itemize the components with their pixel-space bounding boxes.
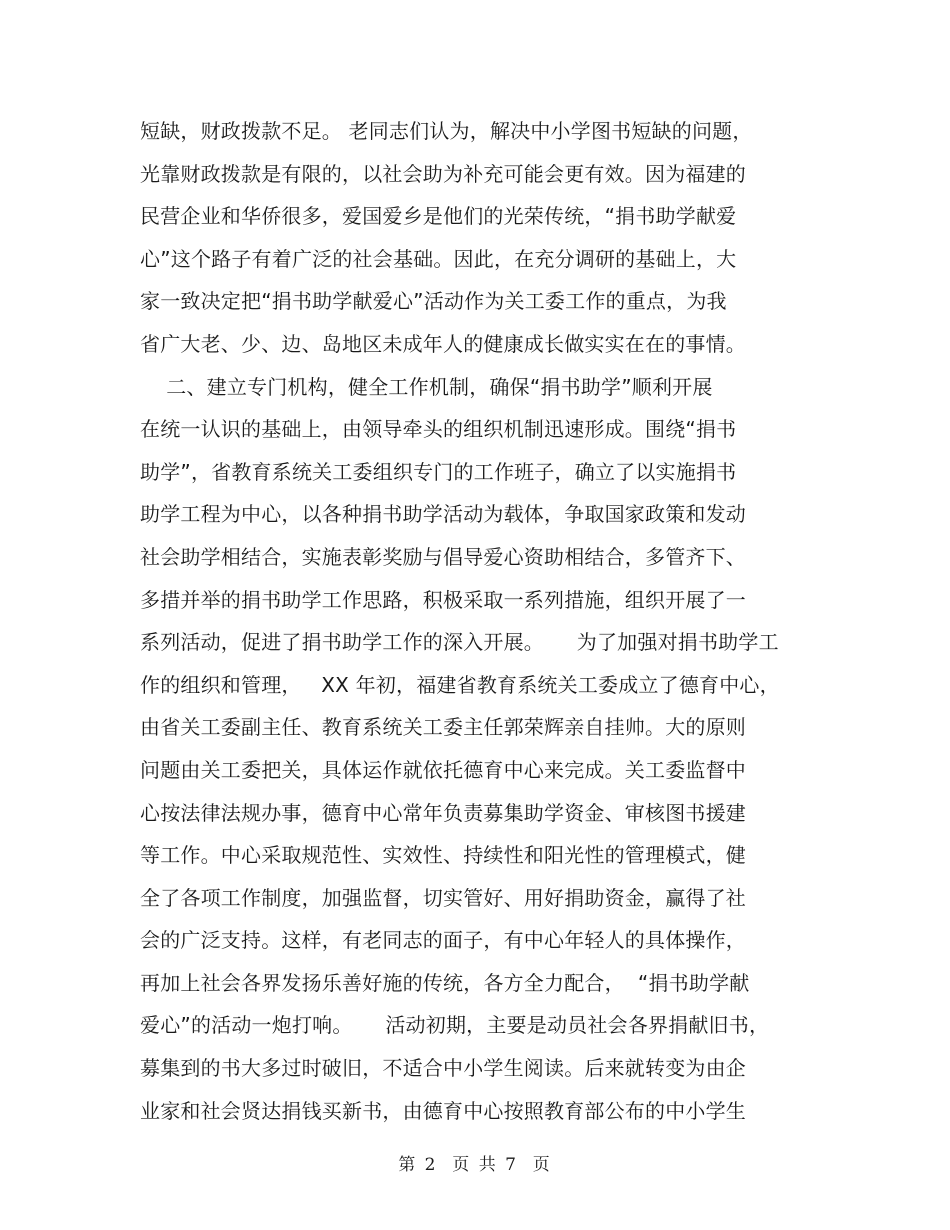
text-line: 家一致决定把“捐书助学献爱心”活动作为关工委工作的重点，为我 xyxy=(140,289,727,314)
text-line: 全了各项工作制度，加强监督，切实管好、用好捐助资金，赢得了社 xyxy=(140,885,746,910)
text-line: 爱心”的活动一炮打响。 活动初期，主要是动员社会各界捐献旧书， xyxy=(140,1013,770,1038)
text-line: 短缺，财政拨款不足。 老同志们认为，解决中小学图书短缺的问题， xyxy=(140,119,753,143)
text-line: 会的广泛支持。这样，有老同志的面子，有中心年轻人的具体操作， xyxy=(140,928,746,953)
text-line: 再加上社会各界发扬乐善好施的传统，各方全力配合， “捐书助学献 xyxy=(140,970,750,995)
text-line: 系列活动，促进了捐书助学工作的深入开展。 为了加强对捐书助学工 xyxy=(140,630,779,655)
text-line: 心按法律法规办事，德育中心常年负责募集助学资金、审核图书援建 xyxy=(140,800,746,825)
text-line: 等工作。中心采取规范性、实效性、持续性和阳光性的管理模式，健 xyxy=(140,843,746,868)
text-line: 多措并举的捐书助学工作思路，积极采取一系列措施，组织开展了一 xyxy=(140,587,746,612)
text-line: 由省关工委副主任、教育系统关工委主任郭荣辉亲自挂帅。大的原则 xyxy=(140,715,746,740)
body-text xyxy=(140,110,820,1132)
text-line: 在统一认识的基础上，由领导牵头的组织机制迅速形成。围绕“捐书 xyxy=(140,417,737,442)
text-line: 光靠财政拨款是有限的，以社会助为补充可能会更有效。因为福建的 xyxy=(140,161,746,186)
text-line: 问题由关工委把关，具体运作就依托德育中心来完成。关工委监督中 xyxy=(140,757,746,782)
text-line: 募集到的书大多过时破旧，不适合中小学生阅读。后来就转变为由企 xyxy=(140,1056,746,1081)
page-number: 第 2 页 共 7 页 xyxy=(398,1155,552,1175)
text-line: 业家和社会贤达捐钱买新书，由德育中心按照教育部公布的中小学生 xyxy=(140,1098,746,1123)
text-line: 助学”，省教育系统关工委组织专门的工作班子，确立了以实施捐书 xyxy=(140,459,737,484)
section-heading: 二、建立专门机构，健全工作机制，确保“捐书助学”顺利开展 xyxy=(140,374,713,399)
text-line: 心”这个路子有着广泛的社会基础。因此，在充分调研的基础上，大 xyxy=(140,246,737,271)
text-line: 作的组织和管理， XX 年初，福建省教育系统关工委成立了德育中心， xyxy=(140,672,780,697)
text-line: 社会助学相结合，实施表彰奖励与倡导爱心资助相结合，多管齐下、 xyxy=(140,544,746,569)
text-line: 民营企业和华侨很多，爱国爱乡是他们的光荣传统，“捐书助学献爱 xyxy=(140,204,737,229)
text-line: 省广大老、少、边、岛地区未成年人的健康成长做实实在在的事情。 xyxy=(140,331,746,356)
text-line: 助学工程为中心，以各种捐书助学活动为载体，争取国家政策和发动 xyxy=(140,502,746,527)
